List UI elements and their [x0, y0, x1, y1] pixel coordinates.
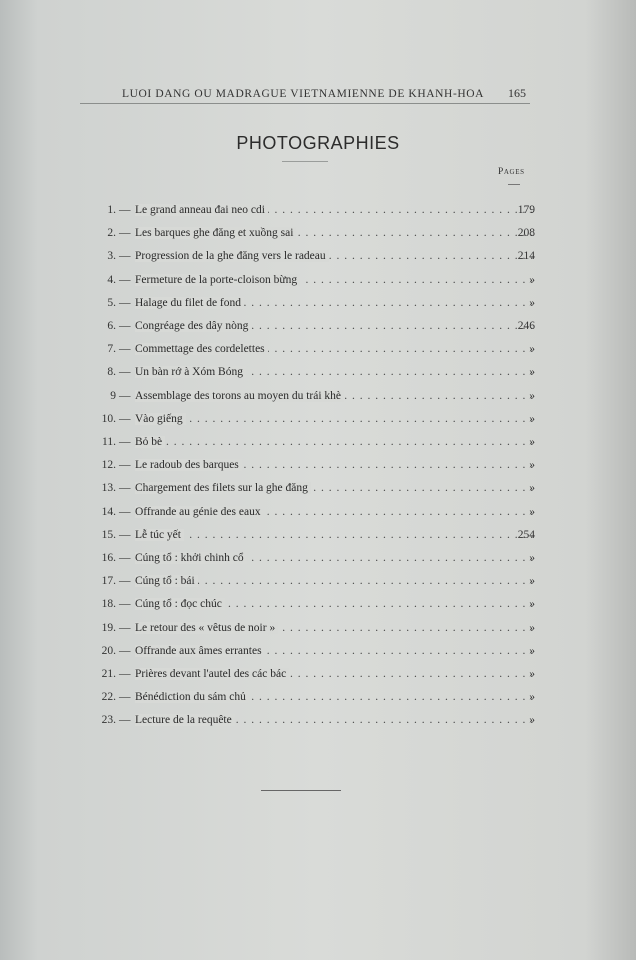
entry-page: »	[529, 644, 535, 657]
title-rule	[282, 161, 328, 162]
entry-caption-text: Bénédiction du sám chủ	[135, 691, 249, 703]
entry-caption-text: Un bàn rớ à Xóm Bóng	[135, 366, 246, 378]
entry-caption-text: Fermeture de la porte-cloison bừng	[135, 274, 300, 286]
entry-dash: —	[119, 412, 131, 425]
entry-caption-text: Le radoub des barques	[135, 459, 242, 471]
entry-caption	[135, 295, 535, 311]
entry-dash: —	[119, 528, 131, 541]
entry-dash: —	[119, 482, 131, 495]
entry-caption-text: Assemblage des torons au moyen du trái khè	[135, 390, 344, 402]
entry-page: »	[529, 296, 535, 309]
list-item	[80, 202, 535, 218]
entry-dash: —	[119, 204, 131, 216]
entry-number: 4.	[107, 273, 116, 286]
entry-caption	[135, 504, 535, 520]
entry-page: »	[529, 668, 535, 680]
header-rule	[80, 103, 530, 104]
entry-dash: —	[119, 273, 131, 286]
entry-page: »	[529, 598, 535, 611]
list-item	[80, 457, 535, 473]
entry-caption	[135, 596, 535, 612]
entry-page: »	[529, 714, 535, 727]
entry-number: 20.	[101, 644, 116, 657]
entry-number: 18.	[101, 598, 116, 611]
entry-caption	[135, 364, 535, 380]
entry-dash: —	[119, 505, 131, 518]
list-item	[80, 388, 535, 404]
entry-caption-text: Offrande au génie des eaux	[135, 506, 264, 518]
entry-caption-text: Le grand anneau đai neo cdi	[135, 204, 268, 216]
entry-dash: —	[119, 296, 131, 309]
entry-number: 8.	[107, 366, 116, 379]
list-item	[80, 318, 535, 334]
entry-page: »	[529, 575, 535, 588]
entry-page: 246	[517, 320, 535, 332]
list-item	[80, 527, 535, 543]
entry-caption	[135, 480, 535, 496]
entry-caption	[135, 573, 535, 589]
entry-caption-text: Lễ túc yết	[135, 529, 184, 541]
entry-dash: —	[119, 320, 131, 332]
entry-number: 19.	[101, 621, 116, 634]
entry-caption-text: Le retour des « vêtus de noir »	[135, 622, 278, 634]
entry-page: »	[529, 505, 535, 518]
page-number: 165	[508, 86, 526, 100]
entry-number: 7.	[107, 343, 116, 356]
entry-page: »	[529, 412, 535, 425]
list-item	[80, 573, 535, 589]
entry-number: 22.	[101, 691, 116, 704]
entry-page: »	[529, 389, 535, 402]
list-item	[80, 411, 535, 427]
list-item	[80, 480, 535, 496]
entry-caption	[135, 434, 535, 450]
entry-caption-text: Congréage des dây nòng	[135, 320, 251, 332]
entry-caption	[135, 620, 535, 636]
entry-caption	[135, 457, 535, 473]
entry-caption-text: Cúng tổ : bái	[135, 575, 198, 587]
entry-caption	[135, 272, 535, 288]
entry-number: 13.	[101, 482, 116, 495]
entry-page: »	[529, 621, 535, 634]
leader-dots	[135, 434, 535, 450]
entry-number: 15.	[101, 528, 116, 541]
entry-caption-text: Vào giếng	[135, 413, 186, 425]
entry-page: »	[529, 436, 535, 448]
entry-number: 21.	[101, 668, 116, 680]
entry-caption-text: Les barques ghe đăng et xuồng sai	[135, 227, 296, 239]
entry-caption	[135, 341, 535, 357]
bottom-rule	[261, 790, 341, 791]
list-item	[80, 364, 535, 380]
list-item	[80, 504, 535, 520]
entry-dash: —	[119, 250, 131, 263]
leader-dots	[135, 411, 535, 427]
entry-page: »	[529, 273, 535, 286]
entry-number: 17.	[101, 575, 116, 588]
entry-caption-text: Cúng tổ : đọc chúc	[135, 598, 225, 610]
entry-page: »	[529, 691, 535, 704]
list-item	[80, 596, 535, 612]
list-item	[80, 550, 535, 566]
entry-number: 14.	[101, 505, 116, 518]
entry-number: 10.	[101, 412, 116, 425]
entry-caption	[135, 643, 535, 659]
entry-caption	[135, 527, 535, 543]
entry-dash: —	[119, 598, 131, 611]
entry-number: 12.	[101, 459, 116, 472]
entry-caption-text: Halage du filet de fond	[135, 297, 244, 309]
entry-caption-text: Offrande aux âmes errantes	[135, 645, 265, 657]
entry-caption	[135, 689, 535, 705]
entry-dash: —	[119, 621, 131, 634]
entry-dash: —	[119, 575, 131, 588]
entry-dash: —	[119, 668, 131, 680]
entry-dash: —	[119, 552, 131, 564]
entry-dash: —	[119, 389, 131, 402]
entry-dash: —	[119, 227, 131, 240]
entry-dash: —	[119, 644, 131, 657]
entry-caption-text: Bỏ bè	[135, 436, 165, 448]
entry-caption-text: Prières devant l'autel des các bác	[135, 668, 289, 680]
entry-dash: —	[119, 436, 131, 448]
entry-dash: —	[119, 366, 131, 379]
pages-label-rule	[508, 184, 520, 185]
entry-caption	[135, 411, 535, 427]
entry-caption-text: Commettage des cordelettes	[135, 343, 268, 355]
entry-caption	[135, 388, 535, 404]
entry-page: »	[529, 482, 535, 495]
entry-number: 1.	[107, 204, 116, 216]
page-title: PHOTOGRAPHIES	[236, 133, 400, 153]
entry-caption	[135, 666, 535, 682]
list-item	[80, 272, 535, 288]
pages-column-label: Pages	[498, 167, 525, 177]
entry-number: 3.	[107, 250, 116, 263]
entry-number: 5.	[107, 296, 116, 309]
list-item	[80, 225, 535, 241]
entry-number: 23.	[101, 714, 116, 727]
entry-caption	[135, 225, 535, 241]
entry-dash: —	[119, 343, 131, 356]
running-head-title: LUOI DANG OU MADRAGUE VIETNAMIENNE DE KHANH-HOA	[122, 88, 485, 100]
entry-caption	[135, 712, 535, 728]
list-item	[80, 666, 535, 682]
entry-number: 6.	[107, 320, 116, 332]
entry-dash: —	[119, 459, 131, 472]
list-item	[80, 248, 535, 264]
list-item	[80, 643, 535, 659]
list-item	[80, 620, 535, 636]
list-item	[80, 341, 535, 357]
entry-number: 2.	[107, 227, 116, 240]
entry-page: 254	[517, 528, 535, 541]
list-item	[80, 689, 535, 705]
list-item	[80, 712, 535, 728]
entry-caption	[135, 550, 535, 566]
entry-page: »	[529, 343, 535, 356]
entry-caption	[135, 202, 535, 218]
entry-page: »	[529, 366, 535, 379]
entry-page: »	[529, 552, 535, 564]
entry-caption-text: Progression de la ghe đăng vers le radeau	[135, 250, 329, 262]
list-item	[80, 434, 535, 450]
entry-number: 9	[110, 389, 116, 402]
entry-caption-text: Cúng tổ : khởi chinh cổ	[135, 552, 247, 564]
entry-page: »	[529, 459, 535, 472]
entry-caption	[135, 318, 535, 334]
leader-dots	[135, 527, 535, 543]
entry-caption-text: Chargement des filets sur la ghe đăng	[135, 482, 311, 494]
entry-caption	[135, 248, 535, 264]
entry-page: 214	[517, 250, 535, 263]
entry-number: 16.	[101, 552, 116, 564]
entry-caption-text: Lecture de la requête	[135, 714, 235, 726]
entry-number: 11.	[102, 436, 116, 448]
entry-page: 208	[517, 227, 535, 240]
entry-dash: —	[119, 691, 131, 704]
list-item	[80, 295, 535, 311]
entry-page: 179	[517, 204, 535, 216]
entry-dash: —	[119, 714, 131, 727]
